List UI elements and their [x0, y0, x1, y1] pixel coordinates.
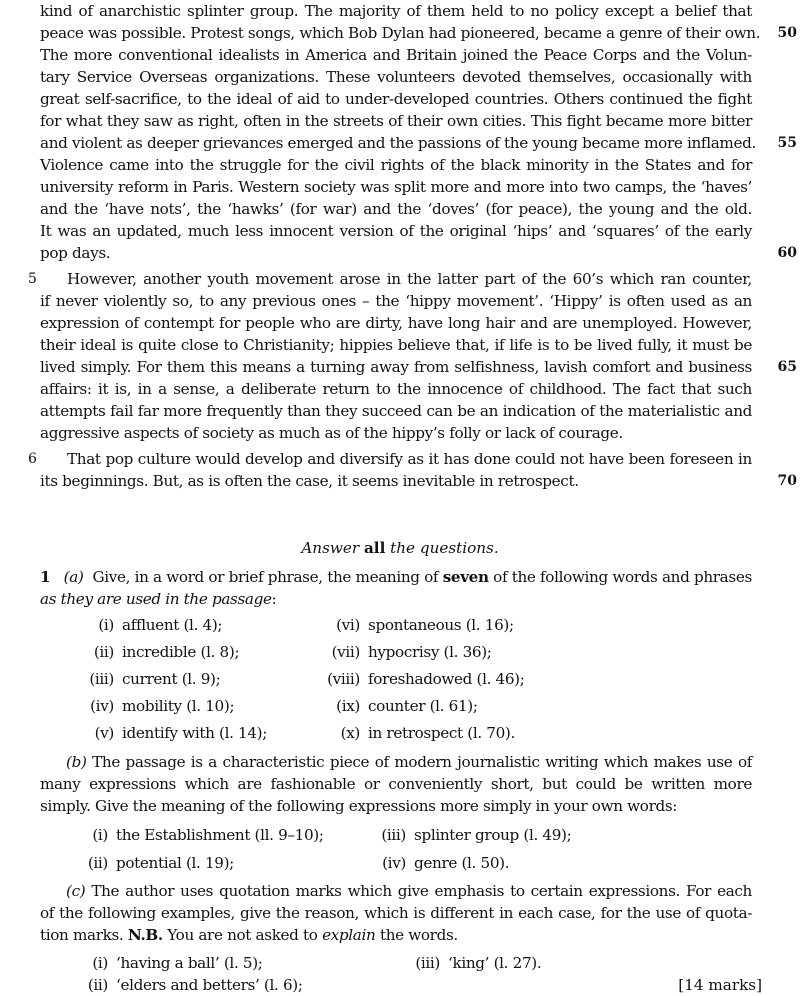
vocab-item	[84, 614, 222, 636]
vocab-item	[320, 641, 492, 663]
passage-line: and the ‘have nots’, the ‘hawks’ (for war) and the ‘doves’ (for peace), the young and the old.	[40, 200, 752, 218]
prompt-text: tion marks.	[40, 926, 124, 944]
prompt-emphasis: seven	[442, 568, 489, 586]
line-number: 70	[777, 473, 797, 489]
quotation-item	[84, 952, 263, 974]
item-text: mobility (l. 10);	[122, 697, 235, 715]
instruction-text: the questions.	[390, 539, 499, 557]
passage-line: kind of anarchistic splinter group. The majority of them held to no policy except a belief that	[40, 2, 752, 20]
line-number: 50	[777, 25, 797, 41]
vocab-item	[84, 722, 267, 744]
passage-line: attempts fail far more frequently than they succeed can be an indication of the materialistic and	[40, 402, 752, 420]
quotation-item	[84, 974, 303, 996]
question-number: 1	[40, 568, 51, 586]
item-numeral: (ii)	[93, 643, 114, 661]
passage-line: pop days.	[40, 244, 111, 262]
paragraph-number: 5	[28, 271, 37, 287]
passage-line: for what they saw as right, often in the streets of their own cities. This fight became more bitter	[40, 112, 752, 130]
item-text: the Establishment (ll. 9–10);	[116, 826, 324, 844]
prompt-italic: explain	[322, 926, 376, 944]
passage-line: However, another youth movement arose in the latter part of the 60’s which ran counter,	[67, 270, 752, 288]
expression-item	[378, 852, 509, 874]
item-numeral: (ix)	[336, 697, 360, 715]
vocab-item	[84, 641, 239, 663]
vocab-item	[84, 695, 234, 717]
quotation-item	[412, 952, 541, 974]
marks-allocation: [14 marks]	[678, 976, 762, 994]
passage-line: its beginnings. But, as is often the case, it seems inevitable in retrospect.	[40, 472, 579, 490]
expression-item	[84, 852, 234, 874]
question-1c-prompt: of the following examples, give the reason, which is different in each case, for the use of quota-	[40, 904, 752, 922]
passage-line: university reform in Paris. Western society was split more and more into two camps, the ‘haves’	[40, 178, 752, 196]
item-text: hypocrisy (l. 36);	[368, 643, 492, 661]
expression-item	[378, 824, 571, 846]
item-numeral: (i)	[92, 954, 108, 972]
item-text: incredible (l. 8);	[122, 643, 240, 661]
instruction-text: Answer	[301, 539, 360, 557]
item-text: in retrospect (l. 70).	[368, 724, 515, 742]
passage-line: great self-sacrifice, to the ideal of aid to under-developed countries. Others continued the fight	[40, 90, 752, 108]
item-text: affluent (l. 4);	[122, 616, 223, 634]
question-1b-prompt	[66, 751, 752, 773]
prompt-text: You are not asked to	[167, 926, 318, 944]
item-text: current (l. 9);	[122, 670, 221, 688]
question-1a-prompt	[40, 566, 752, 588]
item-numeral: (ii)	[87, 854, 108, 872]
item-numeral: (i)	[92, 826, 108, 844]
prompt-italic: as they are used in the passage	[40, 590, 272, 608]
item-text: ‘king’ (l. 27).	[448, 954, 542, 972]
passage-line: affairs: it is, in a sense, a deliberate return to the innocence of childhood. The fact that such	[40, 380, 752, 398]
passage-line: if never violently so, to any previous ones – the ‘hippy movement’. ‘Hippy’ is often used as an	[40, 292, 752, 310]
item-text: identify with (l. 14);	[122, 724, 268, 742]
item-text: splinter group (l. 49);	[414, 826, 572, 844]
passage-line: aggressive aspects of society as much as of the hippy’s folly or lack of courage.	[40, 424, 623, 442]
nota-bene: N.B.	[127, 926, 163, 944]
line-number: 55	[777, 135, 797, 151]
passage-line: and violent as deeper grievances emerged and the passions of the young became more inflamed.	[40, 134, 756, 152]
vocab-item	[320, 614, 514, 636]
item-numeral: (iii)	[381, 826, 406, 844]
question-1a-prompt-line2	[40, 588, 752, 610]
question-1b-prompt: many expressions which are fashionable or conveniently short, but could be written more	[40, 775, 752, 793]
passage-line: Violence came into the struggle for the civil rights of the black minority in the States and for	[40, 156, 752, 174]
item-numeral: (iii)	[415, 954, 440, 972]
item-text: counter (l. 61);	[368, 697, 478, 715]
vocab-item	[320, 695, 478, 717]
item-text: foreshadowed (l. 46);	[368, 670, 525, 688]
item-text: genre (l. 50).	[414, 854, 510, 872]
item-numeral: (iii)	[89, 670, 114, 688]
passage-line: That pop culture would develop and diversify as it has done could not have been foreseen in	[67, 450, 752, 468]
instruction-emphasis: all	[363, 539, 386, 557]
item-numeral: (x)	[340, 724, 360, 742]
prompt-text: Give, in a word or brief phrase, the meaning of	[92, 568, 439, 586]
passage-line: tary Service Overseas organizations. These volunteers devoted themselves, occasionally with	[40, 68, 752, 86]
instruction-heading	[0, 537, 800, 559]
prompt-text: :	[271, 590, 277, 608]
expression-item	[84, 824, 324, 846]
item-text: ‘having a ball’ (l. 5);	[116, 954, 263, 972]
line-number: 65	[777, 359, 797, 375]
item-text: spontaneous (l. 16);	[368, 616, 514, 634]
prompt-text: the words.	[379, 926, 458, 944]
passage-line: It was an updated, much less innocent version of the original ‘hips’ and ‘squares’ of the early	[40, 222, 752, 240]
question-1c-prompt	[40, 924, 752, 946]
vocab-item	[84, 668, 220, 690]
passage-line: lived simply. For them this means a turning away from selfishness, lavish comfort and business	[40, 358, 752, 376]
question-1b-prompt: simply. Give the meaning of the following expressions more simply in your own words:	[40, 797, 678, 815]
item-numeral: (iv)	[382, 854, 406, 872]
part-label: (b)	[66, 753, 87, 771]
prompt-text: The author uses quotation marks which give emphasis to certain expressions. For each	[91, 882, 752, 900]
passage-line: peace was possible. Protest songs, which Bob Dylan had pioneered, became a genre of their own.	[40, 24, 761, 42]
item-text: potential (l. 19);	[116, 854, 234, 872]
vocab-item	[320, 722, 515, 744]
item-numeral: (viii)	[327, 670, 360, 688]
passage-line: The more conventional idealists in America and Britain joined the Peace Corps and the Volun-	[40, 46, 752, 64]
vocab-item	[320, 668, 525, 690]
passage-line: their ideal is quite close to Christianity; hippies believe that, if life is to be lived fully, it must be	[40, 336, 752, 354]
part-label: (c)	[66, 882, 86, 900]
item-numeral: (iv)	[90, 697, 114, 715]
line-number: 60	[777, 245, 797, 261]
prompt-text: of the following words and phrases	[493, 568, 752, 586]
item-numeral: (vii)	[331, 643, 360, 661]
passage-line: expression of contempt for people who are dirty, have long hair and are unemployed. However,	[40, 314, 752, 332]
item-text: ‘elders and betters’ (l. 6);	[116, 976, 303, 994]
part-label: (a)	[63, 568, 84, 586]
item-numeral: (ii)	[87, 976, 108, 994]
prompt-text: The passage is a characteristic piece of modern journalistic writing which makes use of	[92, 753, 753, 771]
item-numeral: (v)	[94, 724, 114, 742]
question-1c-prompt	[66, 880, 752, 902]
item-numeral: (i)	[98, 616, 114, 634]
paragraph-number: 6	[28, 451, 37, 467]
item-numeral: (vi)	[336, 616, 360, 634]
